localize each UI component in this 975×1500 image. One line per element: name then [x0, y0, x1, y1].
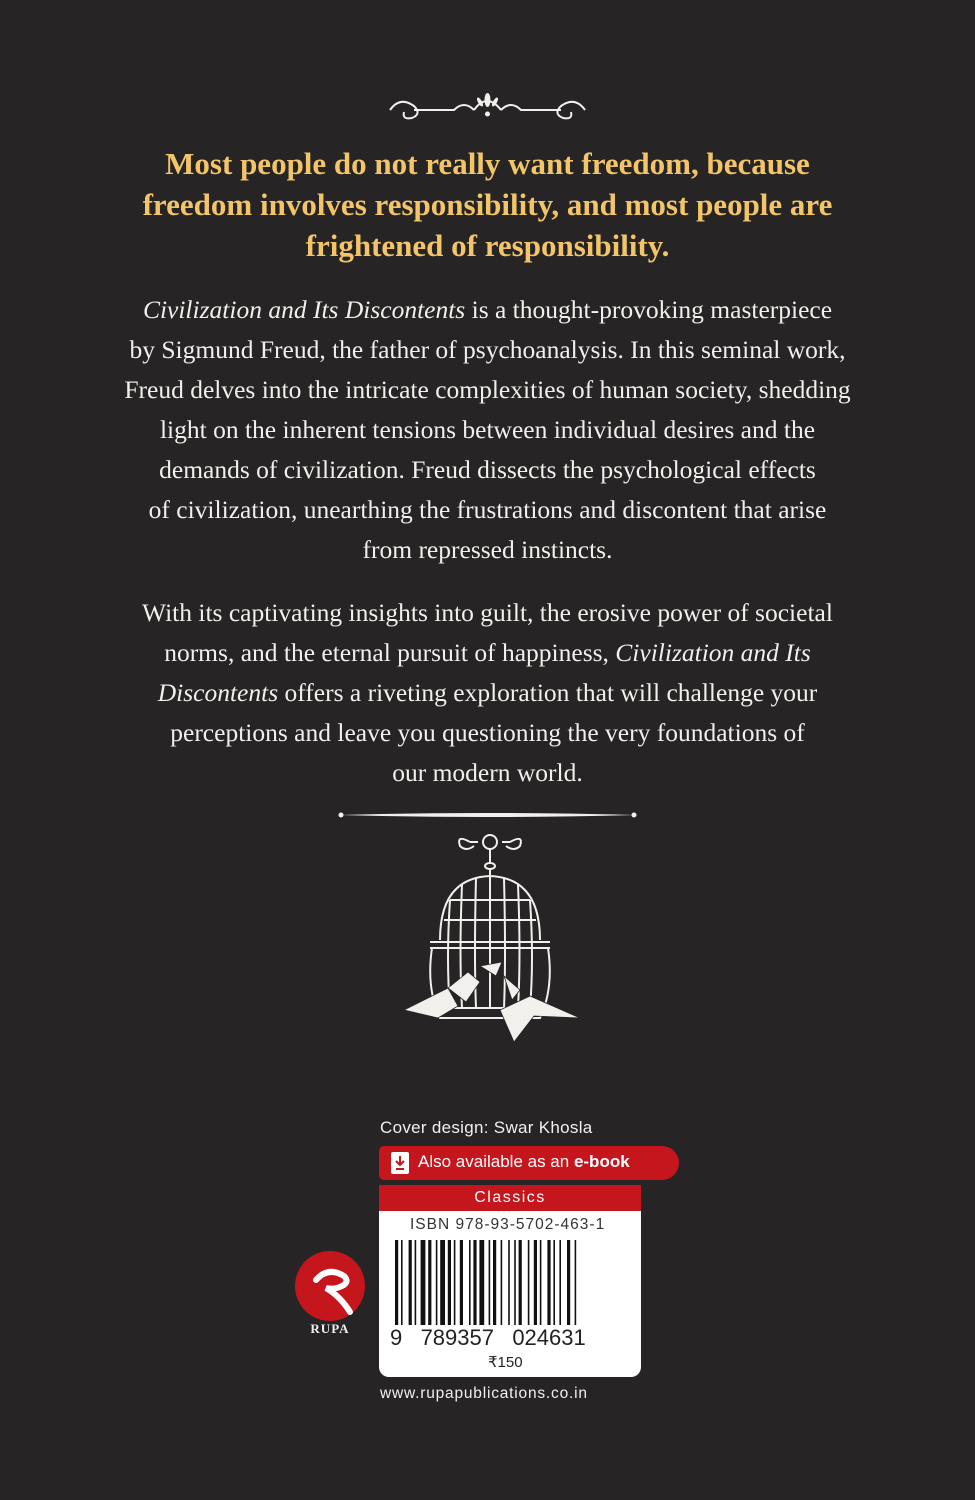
ebook-prefix: Also available as an [418, 1152, 574, 1171]
pull-quote [60, 143, 915, 266]
publisher-name: RUPA [310, 1321, 350, 1336]
para-text: is a thought-provoking masterpiece [465, 295, 833, 324]
book-title-italic: Civilization and Its Discontents [142, 295, 466, 324]
flourish-ornament-icon [380, 88, 595, 128]
quote-line: Most people do not really want freedom, because [165, 146, 810, 181]
ebook-bold: e-book [573, 1152, 630, 1171]
para-line [70, 290, 905, 330]
para-line: With its captivating insights into guilt, the erosive power of societal [142, 598, 833, 627]
para-line: from repressed instincts. [362, 535, 613, 564]
para-line: light on the inherent tensions between individual desires and the [159, 415, 816, 444]
download-icon [390, 1151, 410, 1175]
isbn-text: ISBN 978-93-5702-463-1 [410, 1216, 606, 1233]
para-line: of civilization, unearthing the frustrations and discontent that arise [148, 495, 827, 524]
para-text: offers a riveting exploration that will challenge your [278, 678, 818, 707]
cover-design-credit: Cover design: Swar Khosla [380, 1118, 593, 1137]
para-line [70, 633, 905, 673]
barcode-digits: 9 789357 024631 [390, 1325, 586, 1350]
description-paragraph-1 [70, 290, 905, 570]
para-line: demands of civilization. Freud dissects the psychological effects [159, 455, 816, 484]
para-line [70, 673, 905, 713]
quote-line: frightened of responsibility. [305, 228, 670, 263]
ebook-availability-text [418, 1152, 630, 1172]
publisher-url: www.rupapublications.co.in [380, 1385, 588, 1402]
para-line: Freud delves into the intricate complexities of human society, shedding [124, 375, 851, 404]
quote-line: freedom involves responsibility, and most people are [142, 187, 833, 222]
rupa-logo-icon [294, 1250, 366, 1322]
book-title-italic: Discontents [157, 678, 279, 707]
book-title-italic: Civilization and Its [615, 638, 811, 667]
description-paragraph-2 [70, 593, 905, 793]
price-label: ₹150 [488, 1354, 523, 1371]
para-line: by Sigmund Freud, the father of psychoanalysis. In this seminal work, [129, 335, 846, 364]
para-line: perceptions and leave you questioning the very foundations of [170, 718, 805, 747]
category-label: Classics [379, 1185, 641, 1211]
para-text: norms, and the eternal pursuit of happiness, [164, 638, 616, 667]
birdcage-illustration-icon [400, 830, 580, 1045]
para-line: our modern world. [392, 758, 583, 787]
